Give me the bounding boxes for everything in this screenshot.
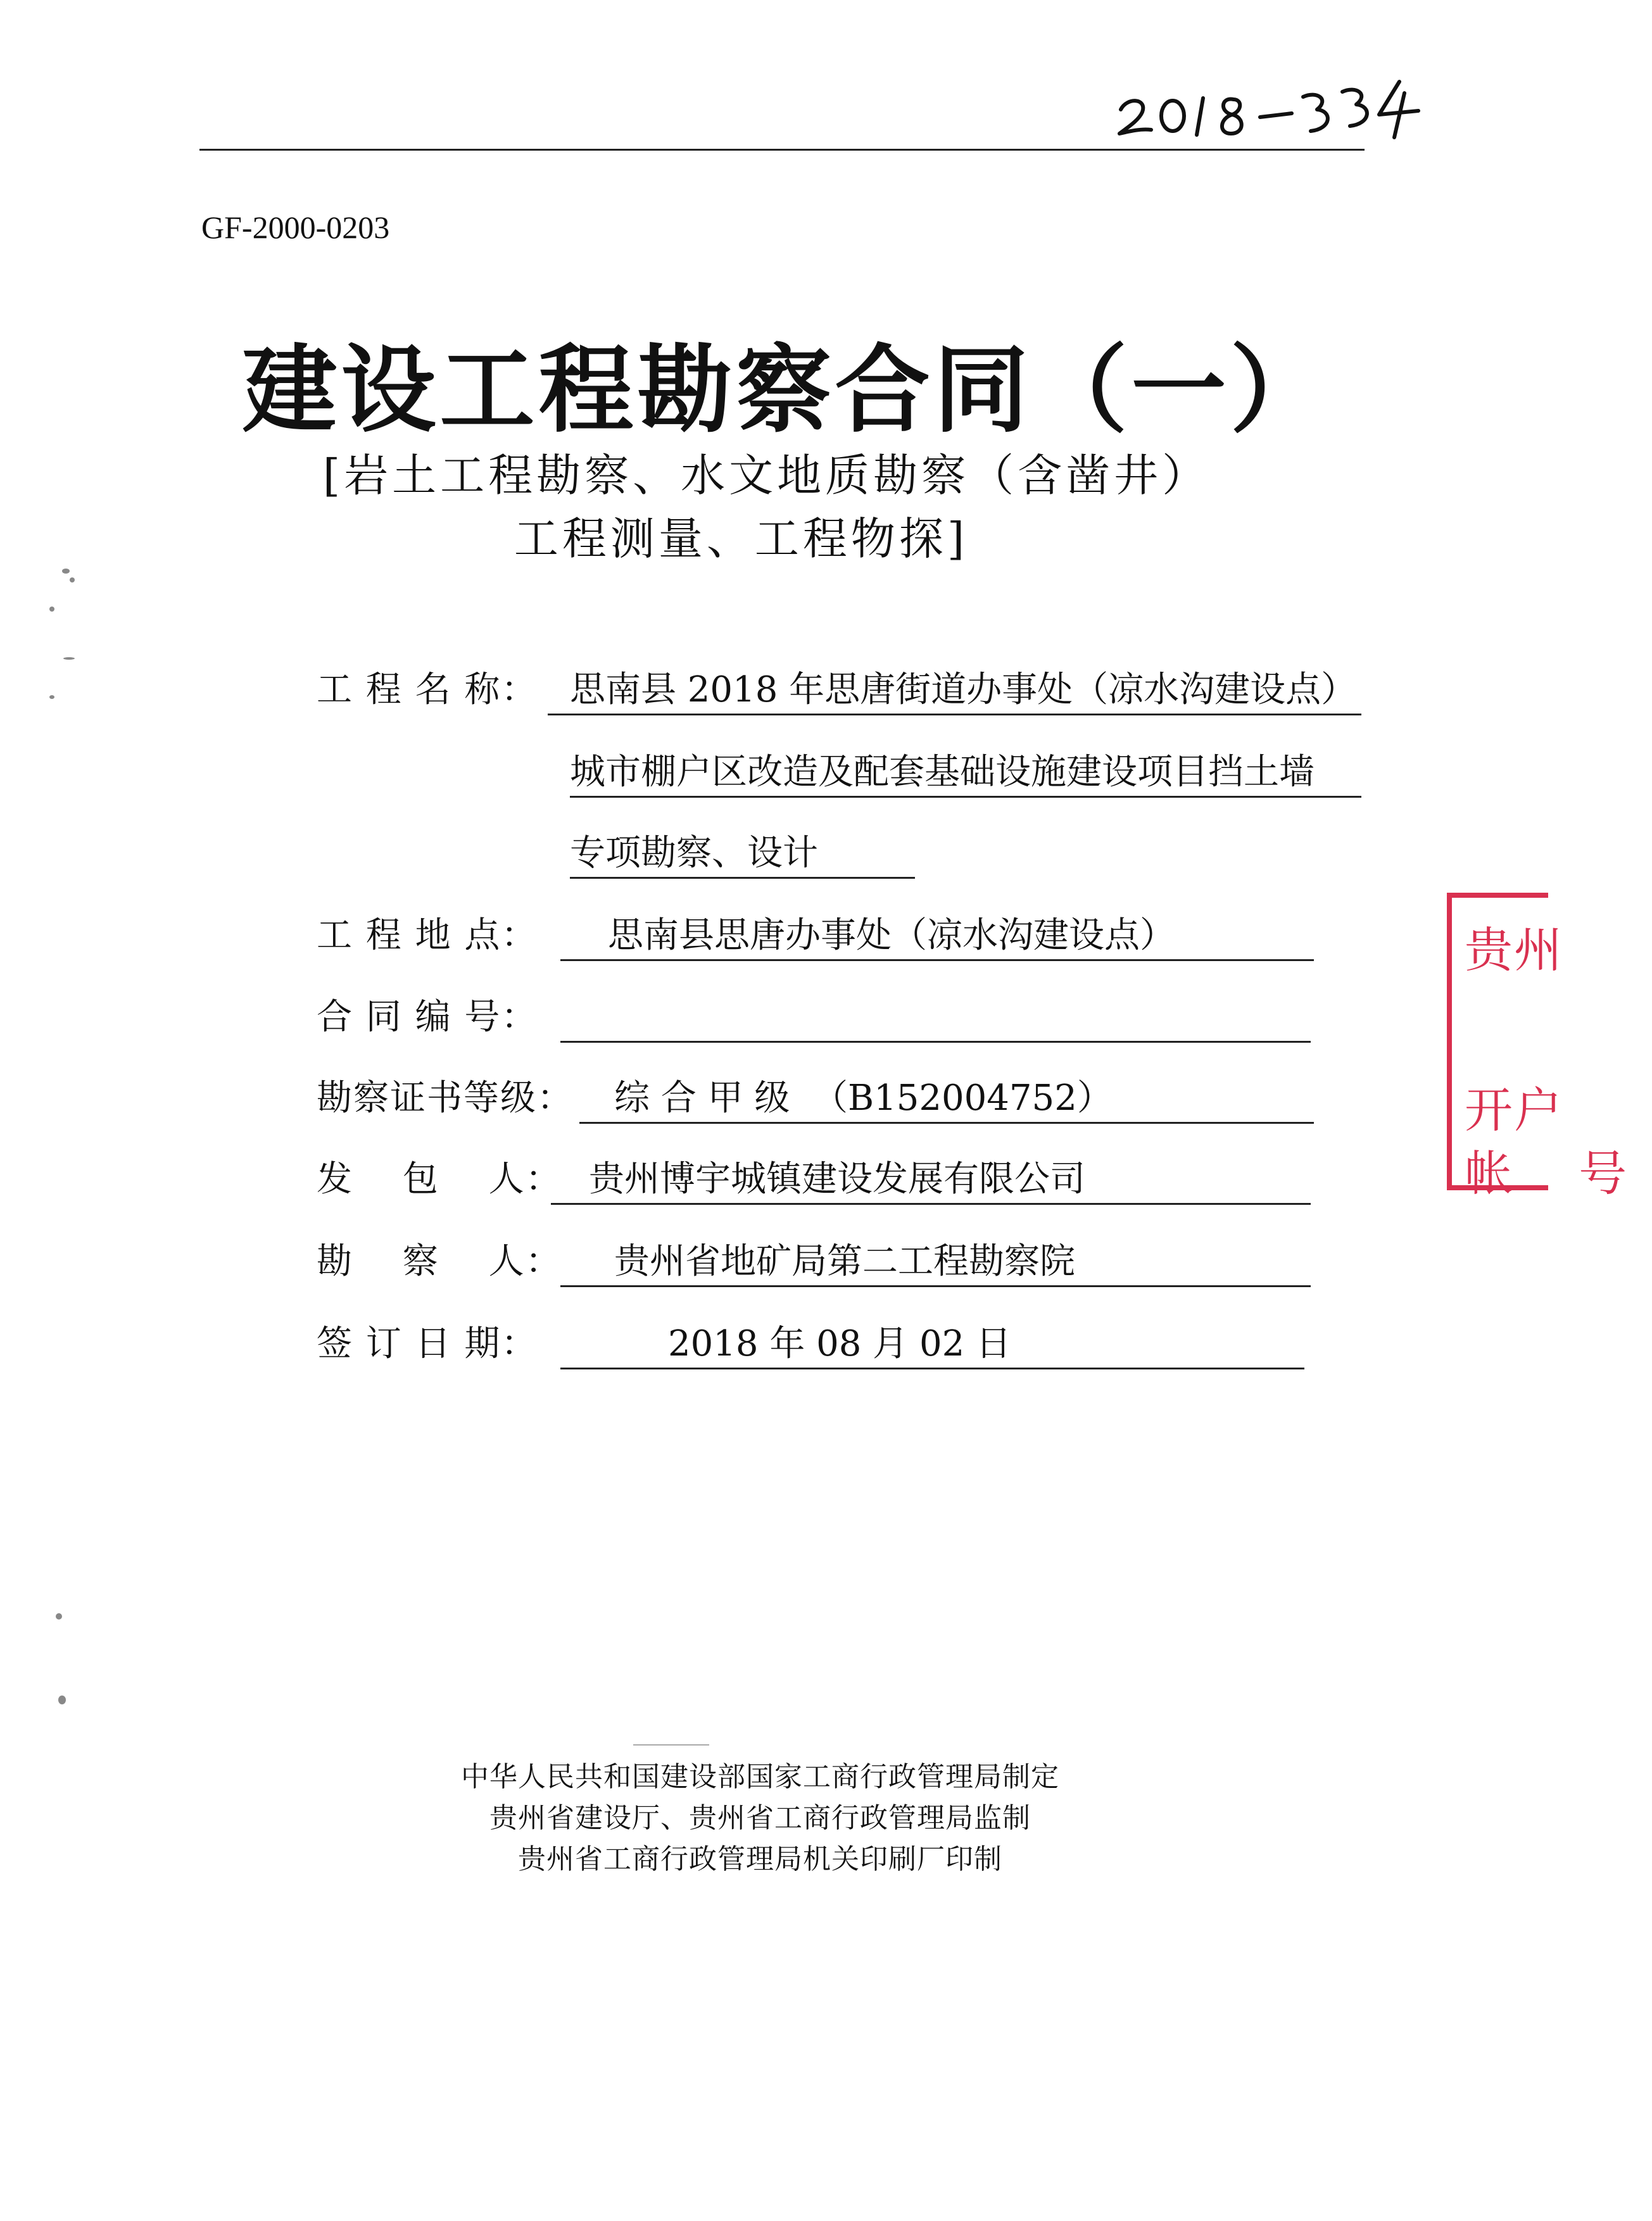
footer-mark <box>633 1744 709 1746</box>
surveyor-label: 勘 察 人： <box>317 1241 562 1282</box>
stamp-text-1: 贵州 <box>1465 922 1563 978</box>
subtitle-line-2: 工程测量、工程物探] <box>514 513 969 565</box>
scan-speck <box>56 1613 62 1620</box>
scan-speck <box>63 657 75 660</box>
contract-number-underline <box>560 989 1311 1043</box>
document-title: 建设工程勘察合同（一） <box>242 336 1329 446</box>
footer-line-2: 贵州省建设厅、贵州省工商行政管理局监制 <box>489 1802 1031 1834</box>
contract-number-field <box>317 989 1393 1052</box>
scan-speck <box>58 1696 66 1704</box>
form-code: GF-2000-0203 <box>201 210 390 245</box>
cert-grade-value: 综 合 甲 级 （B152004752） <box>614 1078 1113 1119</box>
scan-speck <box>49 607 54 612</box>
handwritten-number <box>1102 60 1431 142</box>
contract-number-label: 合 同 编 号： <box>317 997 538 1038</box>
cert-grade-field <box>317 1070 1393 1133</box>
stamp-text-3: 帐 号 <box>1465 1145 1652 1202</box>
surveyor-value: 贵州省地矿局第二工程勘察院 <box>614 1241 1075 1282</box>
employer-value: 贵州博宇城镇建设发展有限公司 <box>589 1159 1085 1200</box>
footer-line-3: 贵州省工商行政管理局机关印刷厂印制 <box>518 1843 1002 1875</box>
location-value: 思南县思唐办事处（凉水沟建设点） <box>608 915 1175 956</box>
project-name-line-2: 城市棚户区改造及配套基础设施建设项目挡土墙 <box>570 752 1315 793</box>
scan-speck <box>70 577 75 582</box>
sign-date-label: 签 订 日 期： <box>317 1323 538 1364</box>
employer-label: 发 包 人： <box>317 1159 562 1200</box>
project-name-line-1: 思南县 2018 年思唐街道办事处（凉水沟建设点） <box>570 669 1357 710</box>
location-label: 工 程 地 点： <box>317 915 538 956</box>
project-name-line-3: 专项勘察、设计 <box>570 833 818 874</box>
scan-speck <box>49 695 54 699</box>
sign-date-value: 2018 年 08 月 02 日 <box>668 1323 1012 1364</box>
scan-speck <box>62 569 70 574</box>
surveyor-field <box>317 1233 1393 1297</box>
sign-date-field <box>317 1316 1393 1379</box>
subtitle-line-1: [岩土工程勘察、水文地质勘察（含凿井） <box>322 450 1211 501</box>
cert-grade-label: 勘察证书等级： <box>317 1078 574 1119</box>
red-stamp <box>1447 893 1652 1202</box>
stamp-text-2: 开户 <box>1465 1082 1563 1138</box>
employer-field <box>317 1151 1393 1214</box>
location-field <box>317 907 1393 971</box>
top-rule <box>199 149 1365 151</box>
project-name-field <box>317 662 1393 874</box>
footer-line-1: 中华人民共和国建设部国家工商行政管理局制定 <box>461 1761 1059 1793</box>
project-name-label: 工 程 名 称： <box>317 669 538 710</box>
